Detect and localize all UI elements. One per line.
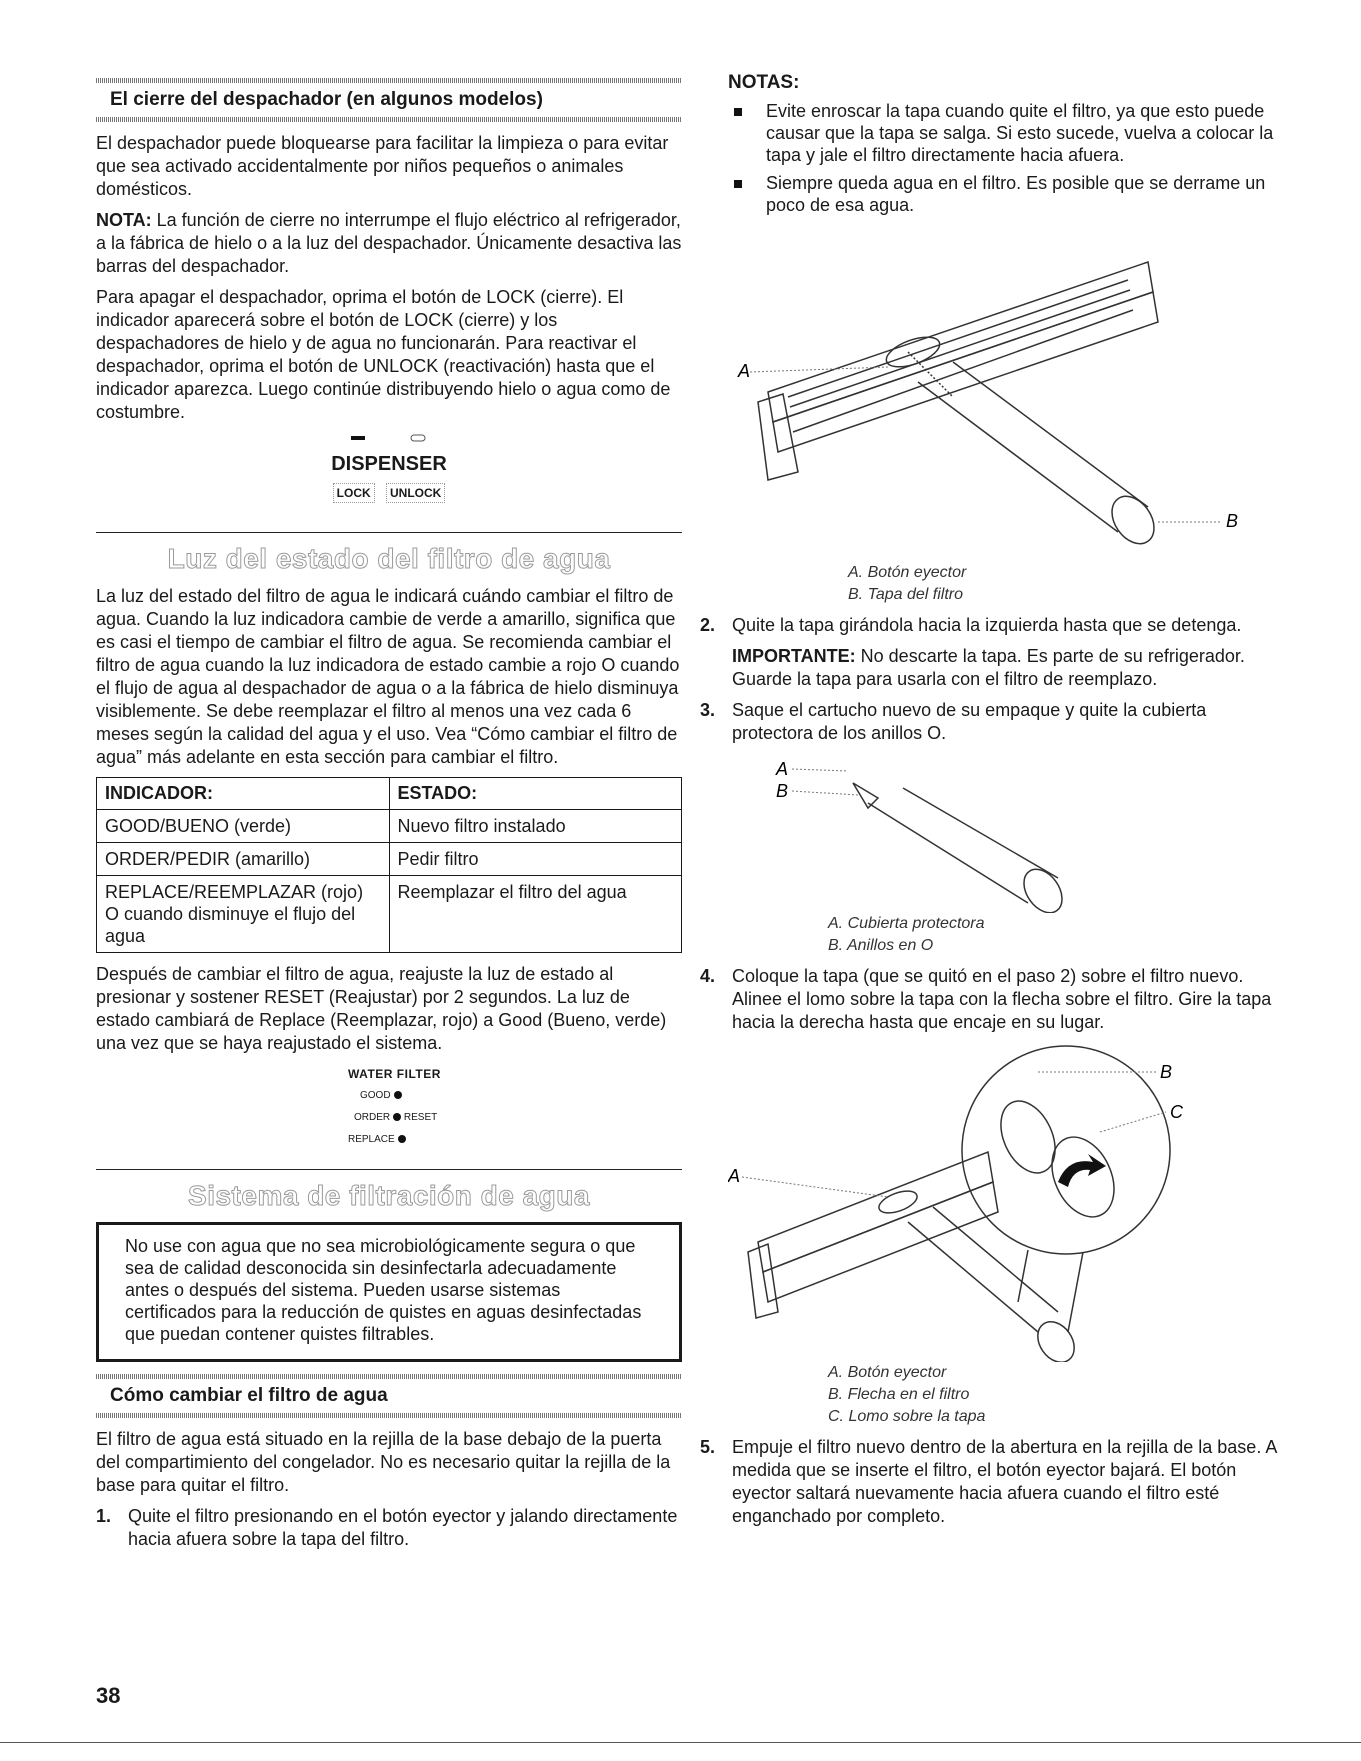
unlock-button-label: UNLOCK [386,483,445,503]
figure-label-c: C [1170,1102,1183,1122]
note-item [728,172,1288,216]
note-text: Evite enroscar la tapa cuando quite el filtro, ya que esto puede causar que la tapa se salga. Si esto sucede, vuelva a colocar la tapa y jale el filtro directamente hacia afuera. [766,101,1274,165]
figure-caption-c: C. Lomo sobre la tapa [828,1408,986,1425]
figure-label-b: B [776,781,789,801]
indicator-dot-icon [394,1091,402,1099]
figure-caption-b: B. Tapa del filtro [848,586,964,603]
step-4 [700,965,1288,1034]
figure-install-cap [728,1042,1288,1362]
important-label: IMPORTANTE: [732,646,856,666]
step-number: 1. [96,1506,112,1526]
dispenser-buttons [96,486,682,500]
step-text: Saque el cartucho nuevo de su empaque y quite la cubierta protectora de los anillos O. [732,700,1207,743]
dispenser-panel-illustration [96,432,682,500]
indicator-table [96,777,682,953]
lock-note [96,209,682,278]
step-text: Empuje el filtro nuevo dentro de la abertura en la rejilla de la base. A medida que se inserte el filtro, el botón eyector bajará. El botón eyector saltará nuevamente hacia afuera cuando el filtro esté enganchado por completo. [732,1437,1277,1526]
step-number: 3. [700,700,716,720]
cap-install-illustration [728,1042,1288,1362]
system-section-title: Sistema de filtración de agua [188,1180,590,1211]
figure-label-a: A [776,759,789,779]
bottom-rule [0,1742,1361,1743]
dispenser-title: DISPENSER [331,453,447,475]
hatch-rule [96,1413,682,1418]
table-header-row [97,778,682,810]
status-section-title: Luz del estado del filtro de agua [167,543,611,574]
warning-text: No use con agua que no sea microbiológicamente segura o que sea de calidad desconocida sin desinfectarla adecuadamente antes o después del sistema. Pueden usarse sistemas certificados para la reducción de quistes en aguas desinfectadas que puedan contener quistes filtrables. [125,1236,642,1344]
lock-button-label: LOCK [333,483,375,503]
replace-label: REPLACE [348,1134,395,1145]
figure-caption-a: A. Botón eyector [828,1364,947,1381]
note-label: NOTA: [96,210,152,230]
order-label: ORDER [354,1112,391,1123]
warning-box [96,1222,682,1362]
figure-caption-a: A. Botón eyector [848,564,967,581]
bullet-icon [734,108,742,116]
hatch-rule [96,1374,682,1379]
water-filter-panel-title: WATER FILTER [348,1067,441,1081]
figure-caption-b: B. Flecha en el filtro [828,1386,970,1403]
table-cell: Reemplazar el filtro del agua [389,876,682,953]
indicator-dot-icon [398,1135,406,1143]
lock-paragraph-1: El despachador puede bloquearse para facilitar la limpieza o para evitar que sea activado accidentalmente por niños pequeños o animales domésticos. [96,133,669,199]
change-heading: Cómo cambiar el filtro de agua [110,1385,388,1406]
bullet-icon [734,180,742,188]
figure-label-b: B [1226,511,1239,531]
step-3 [700,699,1288,745]
indicator-dot-icon [393,1113,401,1121]
figure-caption-a: A. Cubierta protectora [828,915,985,932]
step-number: 2. [700,615,716,635]
table-cell: Nuevo filtro instalado [389,810,682,843]
table-header: INDICADOR: [97,778,390,810]
right-column [700,72,1288,1536]
status-paragraph-1: La luz del estado del filtro de agua le indicará cuándo cambiar el filtro de agua. Cuando la luz indicadora cambie de verde a amarillo, significa que es casi el tiempo de cambiar el filtro de agua. Se recomienda cambiar el filtro de agua cuando la luz indicadora de estado cambie a rojo O cuando el flujo de agua al despachador de agua o a la fábrica de hielo disminuya visiblemente. Se debe reemplazar el filtro al menos una vez cada 6 meses según la calidad del agua y el uso. Vea “Cómo cambiar el filtro de agua” más adelante en esta sección para cambiar el filtro. [96,586,680,767]
step-number: 4. [700,966,716,986]
step-text: Coloque la tapa (que se quitó en el paso 2) sobre el filtro nuevo. Alinee el lomo sobre la tapa con la flecha sobre el filtro. Gire la tapa hacia la derecha hasta que encaje en su lugar. [732,966,1272,1032]
step-2 [700,614,1288,637]
step-text: Quite la tapa girándola hacia la izquierda hasta que se detenga. [732,615,1242,635]
figure-label-a: A [728,1166,741,1186]
reset-label: RESET [403,1112,438,1123]
figure-label-a: A [738,361,751,381]
table-row [97,810,682,843]
status-paragraph-2: Después de cambiar el filtro de agua, reajuste la luz de estado al presionar y sostener RESET (Reajustar) por 2 segundos. La luz de estado cambiará de Replace (Reemplazar, rojo) a Good (Bueno, verde) una vez que se haya reajustado el sistema. [96,964,667,1053]
good-label: GOOD [360,1090,391,1101]
table-row [97,843,682,876]
figure-remove-filter [728,222,1288,562]
important-text: No descarte la tapa. Es parte de su refrigerador. Guarde la tapa para usarla con el filtro de reemplazo. [732,646,1245,689]
indicator-lights-icon [329,432,449,446]
page-number: 38 [96,1683,121,1708]
table-cell: REPLACE/REEMPLAZAR (rojo) O cuando disminuye el flujo del agua [97,876,390,953]
step-text: Quite el filtro presionando en el botón eyector y jalando directamente hacia afuera sobre la tapa del filtro. [128,1506,678,1549]
important-note [732,645,1288,691]
filter-grille-illustration [728,222,1288,562]
table-header: ESTADO: [389,778,682,810]
table-row [97,876,682,953]
step-5 [700,1436,1288,1528]
note-text: La función de cierre no interrumpe el flujo eléctrico al refrigerador, a la fábrica de hielo o a la luz del despachador. Únicamente desactiva las barras del despachador. [96,210,682,276]
figure-new-cartridge [728,753,1288,913]
figure-caption-b: B. Anillos en O [828,937,934,954]
section-divider [96,1169,682,1170]
step-number: 5. [700,1437,716,1457]
note-text: Siempre queda agua en el filtro. Es posible que se derrame un poco de esa agua. [766,173,1266,215]
table-cell: Pedir filtro [389,843,682,876]
hatch-rule [96,78,682,83]
step-1 [96,1505,682,1551]
lock-heading: El cierre del despachador (en algunos modelos) [110,89,543,110]
water-filter-panel-illustration [348,1063,682,1151]
section-divider [96,532,682,533]
table-cell: GOOD/BUENO (verde) [97,810,390,843]
lock-paragraph-2: Para apagar el despachador, oprima el botón de LOCK (cierre). El indicador aparecerá sobre el botón de LOCK (cierre) y los despachadores de hielo y de agua no funcionarán. Para reactivar el despachador, oprima el botón de UNLOCK (reactivación) hasta que el indicador aparezca. Luego continúe distribuyendo hielo o agua como de costumbre. [96,287,671,422]
note-item [728,100,1288,166]
cartridge-illustration [728,753,1288,913]
left-column [96,78,682,1559]
hatch-rule [96,117,682,122]
table-cell: ORDER/PEDIR (amarillo) [97,843,390,876]
figure-label-b: B [1160,1062,1173,1082]
notes-title: NOTAS: [728,72,800,93]
change-paragraph-1: El filtro de agua está situado en la rejilla de la base debajo de la puerta del compartimiento del congelador. No es necesario quitar la rejilla de la base para quitar el filtro. [96,1429,671,1495]
